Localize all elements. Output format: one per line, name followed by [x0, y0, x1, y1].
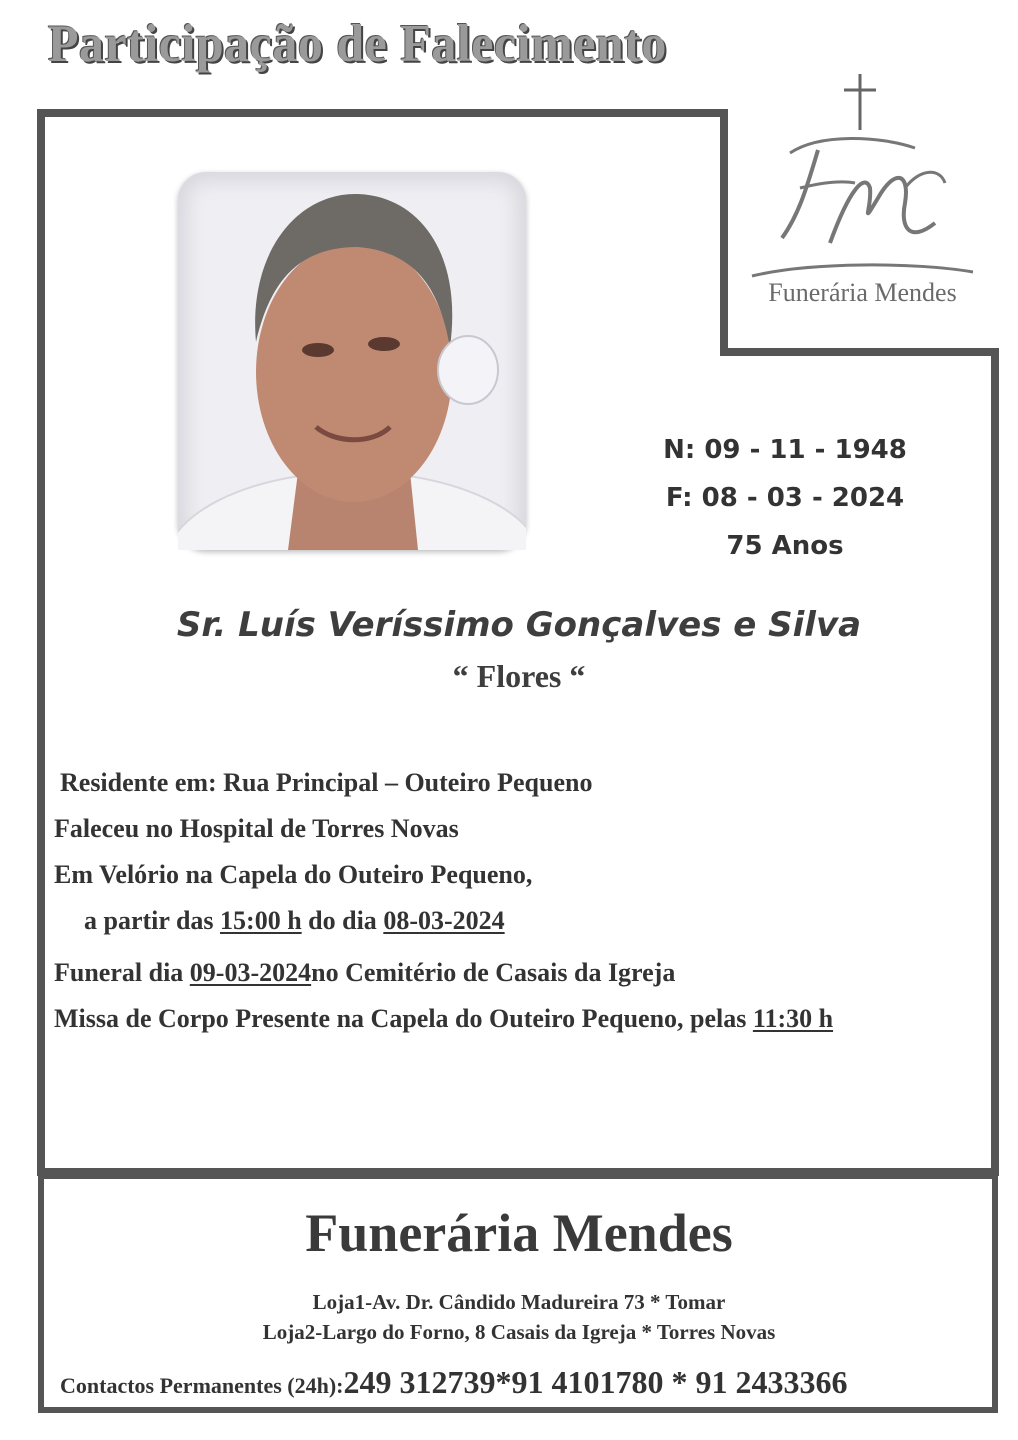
deceased-nickname: “ Flores “ [452, 658, 586, 694]
residence-line: Residente em: Rua Principal – Outeiro Pequeno [60, 768, 593, 797]
wake-day-label: do dia [301, 906, 384, 935]
mass-text: Missa de Corpo Presente na Capela do Outeiro Pequeno, pelas [54, 1004, 753, 1033]
footer-company-name: Funerária Mendes [305, 1203, 733, 1263]
wake-line: Em Velório na Capela do Outeiro Pequeno, [54, 860, 533, 889]
mass-time: 11:30 h [752, 1004, 834, 1033]
funeral-date: 09-03-2024 [189, 958, 312, 987]
mass-line [54, 1004, 833, 1050]
birth-date: N: 09 - 11 - 1948 [663, 435, 907, 465]
logo-name: Funerária Mendes [768, 278, 957, 307]
death-date: F: 08 - 03 - 2024 [665, 483, 905, 513]
contacts-label: Contactos Permanentes (24h): [60, 1373, 344, 1398]
contacts-numbers: 249 312739*91 4101780 * 91 2433366 [343, 1364, 848, 1400]
dates-block [640, 426, 930, 570]
page-title: Participação de Falecimento [48, 13, 667, 73]
wake-date: 08-03-2024 [383, 906, 505, 935]
age: 75 Anos [726, 531, 844, 561]
wake-time-line [54, 906, 833, 958]
portrait-photo [178, 172, 526, 550]
wake-from-text: a partir das [84, 906, 221, 935]
contacts-line [60, 1364, 848, 1401]
funeral-place: no Cemitério de Casais da Igreja [311, 958, 676, 987]
funeral-details [54, 768, 833, 1050]
deceased-name: Sr. Luís Veríssimo Gonçalves e Silva [176, 605, 862, 645]
logo-swoosh [750, 262, 975, 278]
death-place-line: Faleceu no Hospital de Torres Novas [54, 814, 459, 843]
funeral-line [54, 958, 833, 1004]
funeral-label: Funeral dia [54, 958, 190, 987]
wake-time: 15:00 h [220, 906, 302, 935]
store-2-address: Loja2-Largo do Forno, 8 Casais da Igreja * Torres Novas [262, 1320, 776, 1344]
cross-icon [840, 72, 880, 132]
funeral-home-logo [760, 128, 970, 258]
store-1-address: Loja1-Av. Dr. Cândido Madureira 73 * Tomar [312, 1290, 726, 1314]
